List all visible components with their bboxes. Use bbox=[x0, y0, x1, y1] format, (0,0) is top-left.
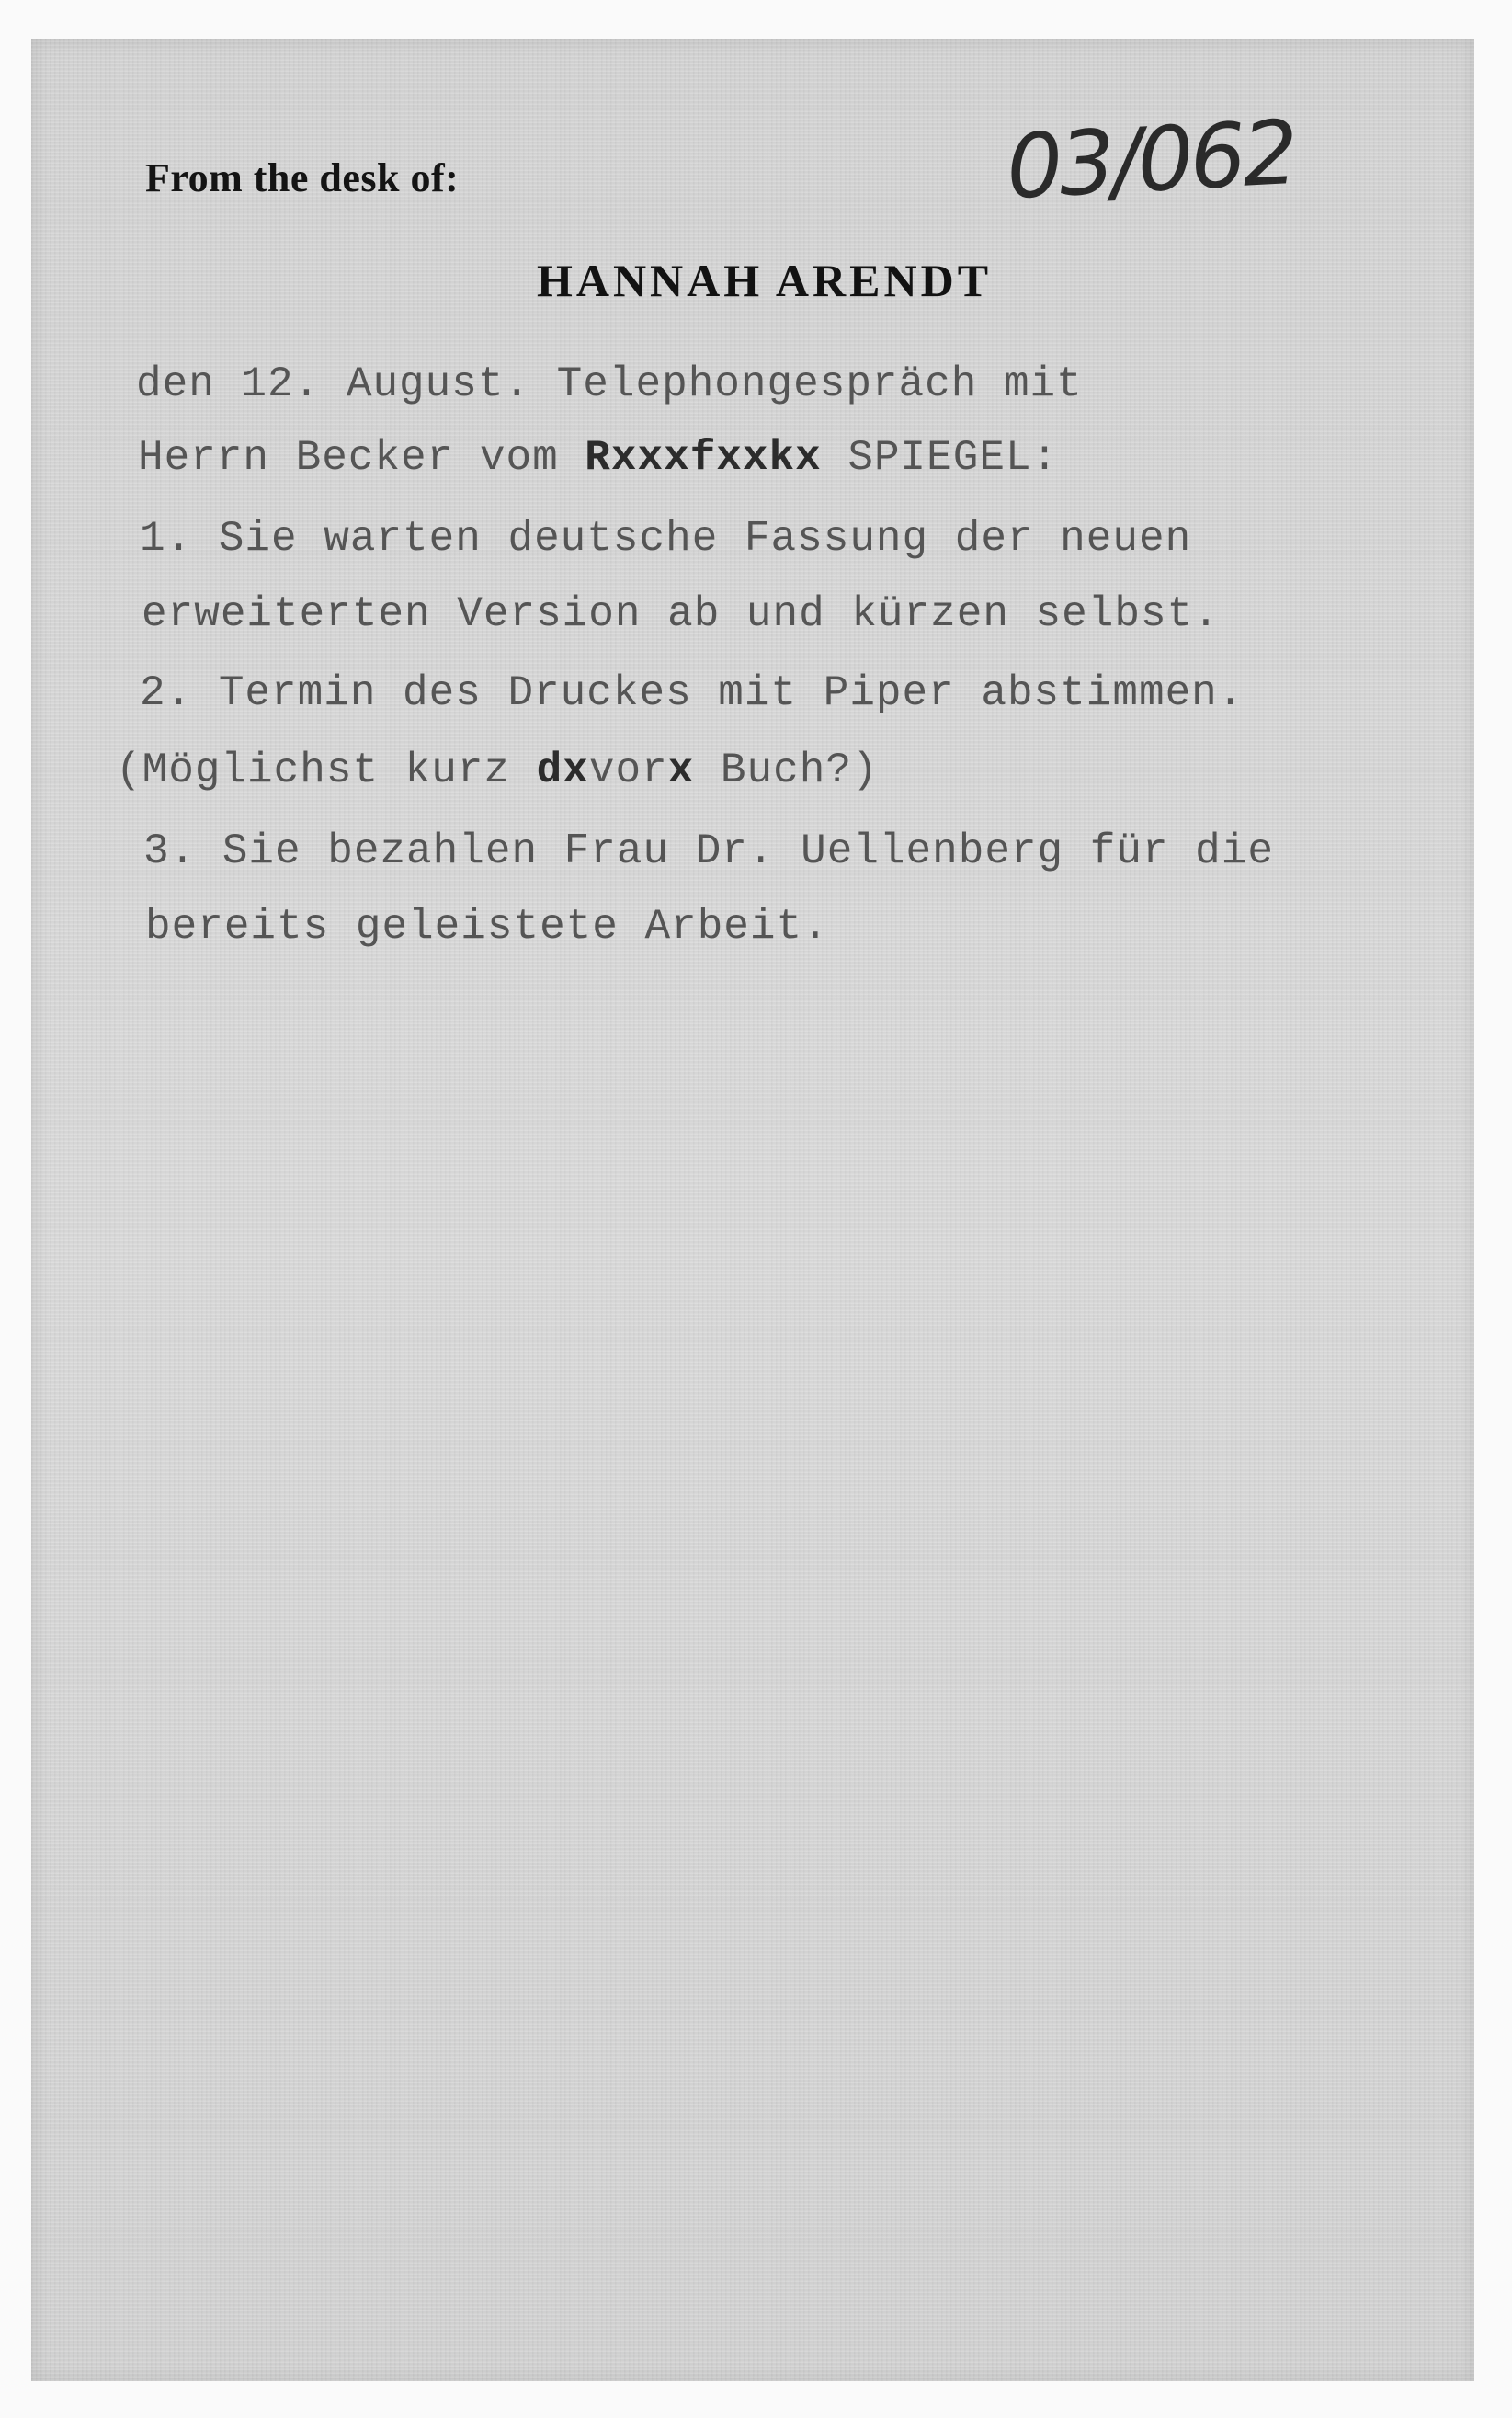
memo-line-6-middle: vor bbox=[588, 747, 668, 794]
memo-line-7: 3. Sie bezahlen Frau Dr. Uellenberg für die bbox=[143, 827, 1274, 875]
struck-out-text: x bbox=[667, 747, 695, 794]
memo-line-3: 1. Sie warten deutsche Fassung der neuen bbox=[140, 515, 1192, 563]
memo-line-2-prefix: Herrn Becker vom bbox=[138, 434, 585, 482]
memo-line-4: erweiterten Version ab und kürzen selbst. bbox=[142, 590, 1220, 638]
memo-line-2-suffix: SPIEGEL: bbox=[821, 434, 1059, 482]
memo-line-2 bbox=[138, 434, 1058, 482]
handwritten-archive-number: 03/062 bbox=[1004, 100, 1298, 220]
struck-out-text: dx bbox=[536, 747, 589, 794]
memo-line-6 bbox=[116, 747, 879, 794]
memo-line-5: 2. Termin des Druckes mit Piper abstimmen. bbox=[140, 669, 1245, 717]
memo-line-1: den 12. August. Telephongespräch mit bbox=[136, 360, 1083, 408]
from-desk-label: From the desk of: bbox=[145, 155, 460, 200]
letterhead-name: HANNAH ARENDT bbox=[536, 255, 993, 306]
memo-line-8: bereits geleistete Arbeit. bbox=[145, 903, 829, 951]
struck-out-text: Rxxxfxxkx bbox=[585, 434, 822, 482]
memo-line-6-suffix: Buch?) bbox=[694, 747, 879, 794]
memo-line-6-prefix: (Möglichst kurz bbox=[116, 747, 537, 794]
